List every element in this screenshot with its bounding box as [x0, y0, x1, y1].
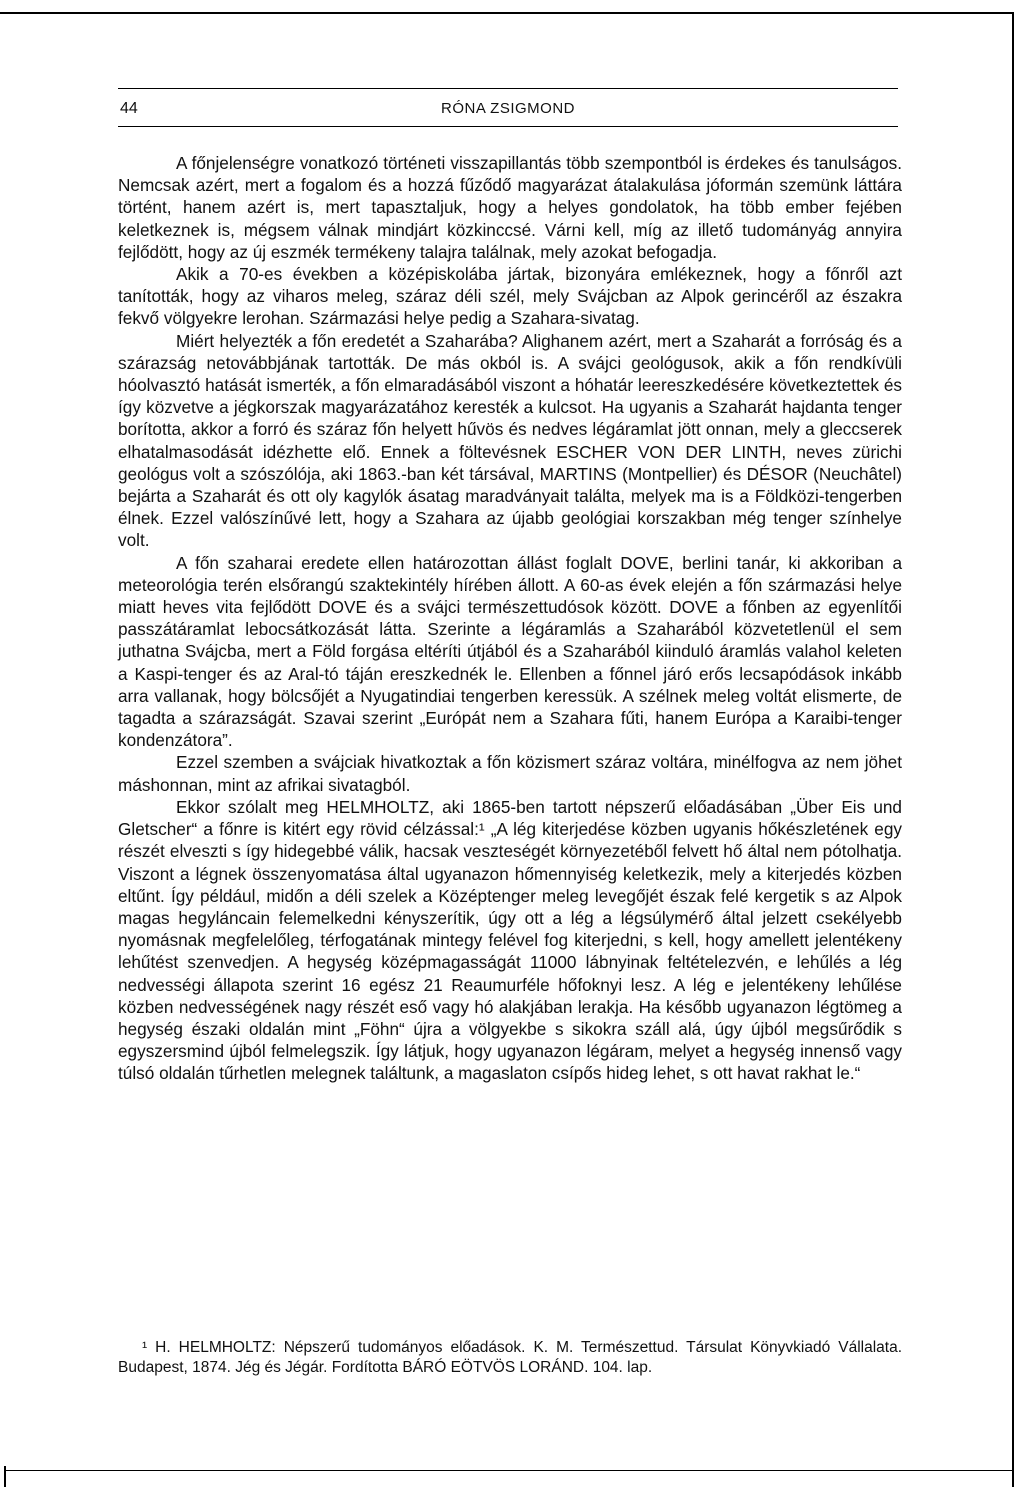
paragraph: Ezzel szemben a svájciak hivatkoztak a főn közismert száraz voltára, minélfogva az nem jöhet máshonnan, mint az afrikai sivatagból. — [118, 752, 902, 795]
page-number: 44 — [120, 100, 138, 117]
scan-border-top — [0, 12, 1014, 14]
paragraph: Miért helyezték a főn eredetét a Szaharába? Alighanem azért, mert a Szaharát a forróság és a szárazság netovábbjának tartották. De más okból is. A svájci geológusok, akik a főn rendkívüli hóolvasztó hatását ismerték, a főn elmaradásából viszont a hóhatár leereszkedésére következtettek és így közvetve a jégkorszak magyarázatához keresték a kulcsot. Ha ugyanis a Szaharát hajdanta tenger borította, akkor a forró és száraz főn helyett hűvös és nedves légáramlat jött onnan, mely a gleccserek elhatalmasodását idézhette elő. Ennek a föltevésnek ESCHER VON DER LINTH, neves zürichi geológus volt a szószólója, aki 1863.-ban két társával, MARTINS (Montpellier) és DÉSOR (Neuchâtel) bejárta a Szaharát és ott oly kagylók ásatag maradványait találta, melyek ma is a Földközi-tengerben élnek. Ezzel valószínűvé lett, hogy a Szahara az újabb geológiai korszakban még tenger színhelye volt. — [118, 330, 902, 551]
footnote-text: ¹ H. HELMHOLTZ: Népszerű tudományos előadások. K. M. Természettud. Társulat Könyvkiadó Vállalata. Budapest, 1874. Jég és Jégár. Fordította BÁRÓ EÖTVÖS LORÁND. 104. lap. — [118, 1339, 902, 1376]
header-rule-top — [118, 88, 898, 89]
paragraph: Ekkor szólalt meg HELMHOLTZ, aki 1865-ben tartott népszerű előadásában „Über Eis und Gletscher“ a főnre is kitért egy rövid célzással:¹ „A lég kiterjedése közben ugyanis hőkészletének egy részét elveszti s így hidegebbé válik, hacsak veszteségét környezetéből felvett hő által nem pótolhatja. Viszont a légnek összenyomatása által ugyanazon hőmennyiség keletkezik, mely a kiterjedés közben eltűnt. Így például, midőn a déli szelek a Középtenger meleg levegőjét észak felé kergetik s az Alpok magas hegyláncain felemelkedni kényszerítik, úgy ott a lég a légsúlymérő által jelzett csekélyebb nyomásnak megfelelőleg, térfogatának mintegy felével fog kiterjedni, s kell, hogy amellett jelentékeny lehűtést szenvedjen. A hegység középmagasságát 11000 lábnyinak feltételezvén, e lehűlés a lég nedvességi állapota szerint 16 egész 21 Reaumurféle hőfoknyi lesz. A lég e jelentékeny lehűlése közben nedvességének nagy részét eső vagy hó alakjában lerakja. Ha később ugyanazon légtömeg a hegység északi oldalán mint „Föhn“ újra a völgyekbe s sikokra száll alá, úgy újból megsűrődik s egyszersmind újból felmelegszik. Így látjuk, hogy ugyanazon légáram, melyet a hegység innenső vagy túlsó oldalán tűrhetlen melegnek találtunk, a magaslaton csípős hideg lehet, s ott havat rakhat le.“ — [118, 796, 902, 1084]
scan-border-bottom — [4, 1470, 1014, 1471]
header-rule-bottom — [118, 126, 898, 127]
page-header — [118, 88, 898, 132]
body-text — [118, 152, 902, 1085]
paragraph: A főn szaharai eredete ellen határozottan állást foglalt DOVE, berlini tanár, ki akkoriban a meteorológia terén elsőrangú szaktekintély hírében állott. A 60-as évek elején a főn származási helye miatt heves vita fejlődött DOVE és a svájci természettudósok között. DOVE a főnben az egyenlítői passzátáramlat lebocsátkozását látta. Szerinte a légáramlás a Szaharából közvetetlenül el sem juthatna Svájcba, mert a Föld forgása eltéríti útjából és a Szaharából kiinduló áramlás valahol keleten a Kaspi-tenger és az Aral-tó táján ereszkednék le. Ellenben a főnnel járó erős lecsapódások inkább arra vallanak, hogy bölcsőjét a Nyugatindiai tengerben keressük. A szélnek meleg voltát elismerte, de tagadta a szárazságát. Szavai szerint „Európát nem a Szahara fűti, hanem Európa a Karaibi-tenger kondenzátora”. — [118, 552, 902, 751]
paragraph: Akik a 70-es években a középiskolába jártak, bizonyára emlékeznek, hogy a főnről azt tanították, hogy az viharos meleg, száraz déli szél, mely Svájcban az Alpok gerincéről az északra fekvő völgyekre lerohan. Származási helye pedig a Szahara-sivatag. — [118, 264, 902, 329]
scan-border-right — [1012, 12, 1014, 1487]
running-head: RÓNA ZSIGMOND — [440, 100, 575, 117]
footnote — [118, 1338, 902, 1377]
paragraph: A főnjelenségre vonatkozó történeti visszapillantás több szempontból is érdekes és tanulságos. Nemcsak azért, mert a fogalom és a hozzá fűződő magyarázat átalakulása jóformán szemünk láttára történt, hanem azért is, mert tapasztaljuk, hogy a helyes gondolatok, ha több ember fejében keletkeznek is, mégsem válnak mindjárt közkinccsé. Várni kell, míg az illető tudományág annyira fejlődött, hogy az új eszmék termékeny talajra találnak, mely azokat befogadja. — [118, 153, 902, 262]
